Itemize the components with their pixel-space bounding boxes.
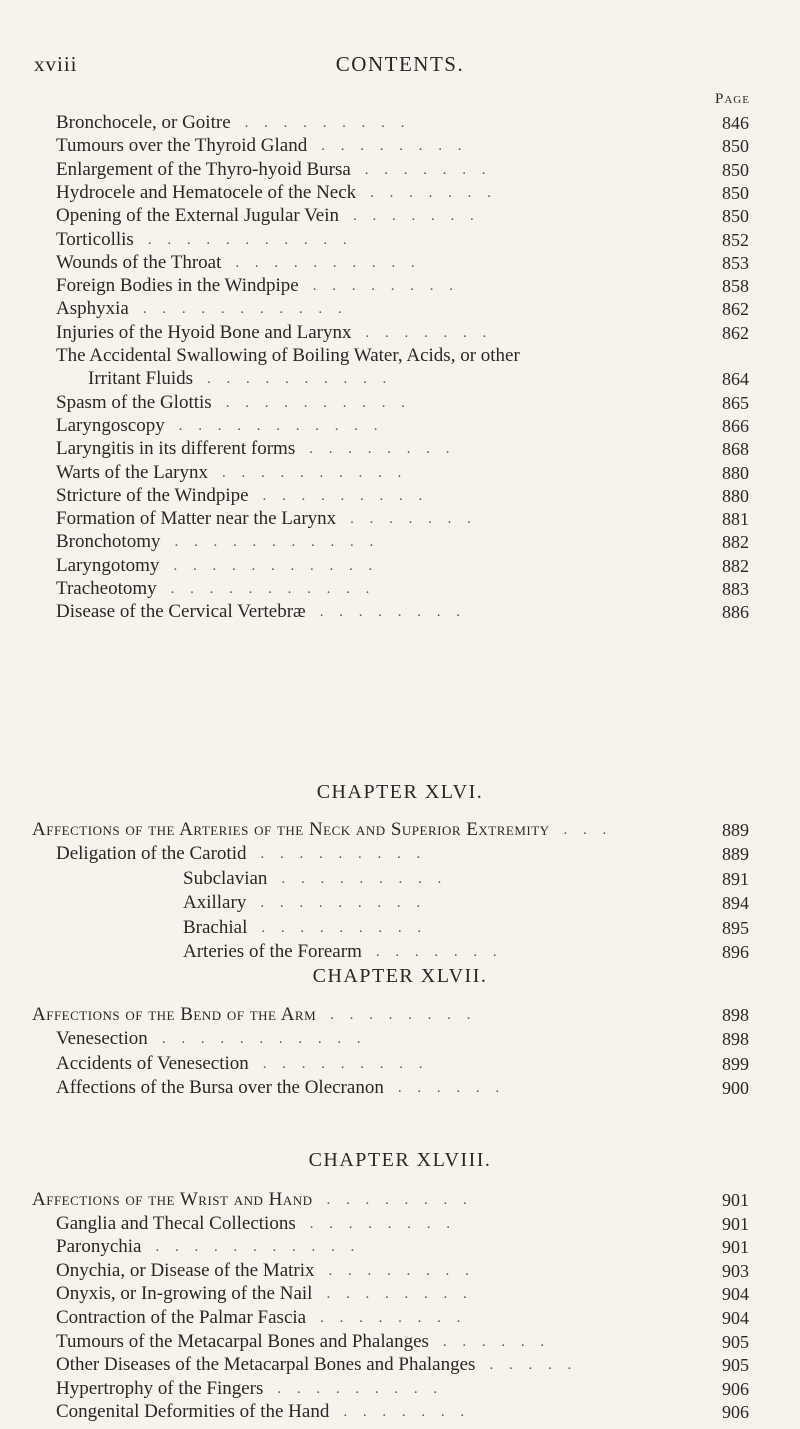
chapter-title-xlvi: CHAPTER XLVI. [316,781,484,803]
leader-dots: . . . . . . . . . [281,870,448,887]
toc-entry-page: 886 [722,602,749,623]
toc-entry-page: 904 [722,1308,749,1328]
leader-dots: . . . . . . . . . . [222,464,408,481]
toc-entry-title: Congenital Deformities of the Hand [56,1401,330,1423]
toc-entry [0,204,800,228]
toc-entry-page: 850 [722,159,749,180]
toc-entry [0,554,800,578]
leader-dots: . . . . . . . . [309,441,456,458]
toc-entry-page: 895 [722,917,749,938]
leader-dots: . . . . . . . . . [262,1055,429,1072]
leader-dots: . . . . . . . . [309,1215,456,1232]
toc-entry-page: 904 [722,1284,749,1305]
toc-entry-title: Affections of the Bursa over the Olecranon [56,1077,384,1099]
toc-entry-page: 883 [722,579,749,599]
leader-dots: . . . . . . . . . . . [174,534,380,551]
toc-entry [0,1235,800,1259]
toc-entry [0,484,800,508]
leader-dots: . . . . . [489,1357,578,1374]
toc-entry-title: Warts of the Larynx [56,461,208,483]
toc-entry-page: 905 [722,1331,749,1352]
toc-entry [0,1188,800,1212]
leader-dots: . . . . . . . . . . [207,371,393,388]
toc-entry [0,111,800,135]
toc-entry-title: Affections of the Wrist and Hand [32,1189,313,1210]
toc-entry-title: Affections of the Arteries of the Neck and Superior Extremity [32,819,550,840]
toc-entry-page: 862 [722,322,749,343]
toc-entry-page: 898 [722,1005,749,1025]
toc-entry-page: 868 [722,439,749,460]
toc-entry-page: 881 [722,509,749,530]
toc-entry-page: 906 [722,1402,749,1423]
toc-entry [0,1259,800,1283]
toc-entry-title: Brachial [183,916,248,938]
toc-entry-page: 900 [722,1078,749,1099]
leader-dots: . . . . . . . [350,511,477,528]
toc-entry-page: 906 [722,1378,749,1399]
leader-dots: . . . . . . . [365,324,493,341]
leader-dots: . . . . . . . . . . . [170,581,376,597]
toc-entry-page: 882 [722,532,749,553]
toc-entry [0,940,800,964]
toc-entry-page: 889 [722,820,749,840]
leader-dots: . . . [563,822,613,838]
toc-entry-title: Bronchocele, or Goitre [56,112,231,133]
toc-entry-page: 896 [722,942,749,962]
toc-entry [0,530,800,554]
toc-entry-page: 866 [722,415,749,436]
leader-dots: . . . . . . [442,1333,551,1350]
page-header [34,52,766,82]
chapter-title-xlviii: CHAPTER XLVIII. [308,1149,492,1171]
leader-dots: . . . . . . . . . . [235,254,421,271]
toc-entry [0,1282,800,1306]
toc-entry [0,367,800,391]
leader-dots: . . . . . . . . [319,604,466,621]
toc-entry-page: 850 [722,136,749,157]
leader-dots: . . . . . . . . . . . [173,557,379,574]
toc-entry [0,600,800,624]
leader-dots: . . . . . . . . . . . [142,301,348,318]
toc-entry [0,1212,800,1236]
toc-entry-title: Arteries of the Forearm [183,941,362,962]
toc-entry [0,321,800,345]
page-folio: xviii [34,52,78,76]
toc-entry [0,577,800,601]
leader-dots: . . . . . . . . . . . [147,231,353,248]
toc-entry-title: Enlargement of the Thyro-hyoid Bursa [56,158,351,180]
toc-entry-title: Tracheotomy [56,578,157,599]
toc-entry-title: The Accidental Swallowing of Boiling Water, Acids, or other [56,345,520,366]
toc-entry-page: 901 [722,1213,749,1234]
toc-entry [0,1003,800,1027]
leader-dots: . . . . . . . . . [277,1380,444,1397]
leader-dots: . . . . . . . . [320,1310,467,1326]
toc-entry [0,1330,800,1354]
leader-dots: . . . . . . . . [328,1262,475,1279]
toc-entry-page: 850 [722,182,749,203]
toc-entry-title: Hypertrophy of the Fingers [56,1377,264,1399]
toc-entry [0,1377,800,1401]
toc-entry [0,867,800,891]
toc-entry-page: 894 [722,893,749,914]
toc-entry-title: Axillary [183,892,247,914]
toc-entry-title: Asphyxia [56,298,129,320]
toc-entry-page: 862 [722,299,749,320]
toc-entry-title: Onychia, or Disease of the Matrix [56,1259,315,1281]
leader-dots: . . . . . . . . [326,1286,473,1303]
leader-dots: . . . . . . . . [326,1192,473,1208]
leader-dots: . . . . . . . [375,944,503,960]
leader-dots: . . . . . . . [364,161,492,178]
toc-entry-title: Hydrocele and Hematocele of the Neck [56,181,357,203]
page-column-label: Page [715,91,750,107]
leader-dots: . . . . . . . . . . [225,394,411,411]
toc-entry-title: Deligation of the Carotid [56,843,247,865]
toc-entry [0,1400,800,1424]
toc-entry-title: Paronychia [56,1236,142,1258]
toc-entry-page: 850 [722,206,749,227]
toc-entry-page: 899 [722,1053,749,1074]
toc-entry [0,916,800,940]
toc-entry [0,891,800,915]
toc-entry [0,274,800,298]
toc-entry [0,818,800,842]
leader-dots: . . . . . . . . [321,138,468,155]
toc-entry-page: 882 [722,555,749,576]
toc-entry-title: Accidents of Venesection [56,1052,249,1074]
toc-entry [0,228,800,252]
toc-entry [0,1052,800,1076]
toc-entry [0,1306,800,1330]
leader-dots: . . . . . . . . . [262,487,429,504]
toc-entry-page: 846 [722,113,749,133]
toc-entry-title: Tumours of the Metacarpal Bones and Phalanges [56,1330,429,1352]
leader-dots: . . . . . . . . . . . [161,1031,367,1048]
toc-entry-title: Laryngitis in its different forms [56,438,296,460]
toc-entry-title: Laryngoscopy [56,414,165,436]
toc-entry [0,134,800,158]
toc-entry-title: Foreign Bodies in the Windpipe [56,275,299,297]
toc-entry-page: 852 [722,229,749,250]
toc-entry [0,158,800,182]
toc-entry-page: 853 [722,252,749,273]
toc-entry-title: Tumours over the Thyroid Gland [56,135,308,157]
chapter-title-xlvii: CHAPTER XLVII. [312,965,488,987]
leader-dots: . . . . . . . . . [261,919,428,936]
toc-entry-title: Stricture of the Windpipe [56,484,249,506]
toc-entry-page: 889 [722,844,749,865]
toc-entry [0,251,800,275]
toc-entry-page: 858 [722,276,749,297]
toc-entry-page: 903 [722,1260,749,1281]
toc-entry [0,842,800,866]
toc-entry-page: 880 [722,485,749,506]
leader-dots: . . . . . . . [353,208,480,225]
toc-entry-title: Contraction of the Palmar Fascia [56,1307,307,1328]
leader-dots: . . . . . . . [370,184,497,201]
toc-entry-page: 864 [722,369,749,390]
toc-entry-title: Laryngotomy [56,554,160,576]
running-head: CONTENTS. [335,52,465,76]
leader-dots: . . . . . . . [343,1404,471,1421]
toc-entry [0,391,800,415]
toc-entry-title: Affections of the Bend of the Arm [32,1004,317,1025]
toc-entry-page: 891 [722,868,749,889]
toc-entry-title: Onyxis, or In-growing of the Nail [56,1283,313,1305]
toc-entry-title: Spasm of the Glottis [56,391,212,413]
toc-entry-title: Bronchotomy [56,531,161,553]
toc-entry [0,414,800,438]
toc-entry-page: 865 [722,392,749,413]
leader-dots: . . . . . . . . . [260,895,427,912]
toc-entry-page: 901 [722,1237,749,1258]
leader-dots: . . . . . . . . . [244,115,411,131]
toc-entry [0,344,800,368]
leader-dots: . . . . . . . . [312,278,459,295]
toc-entry-title: Wounds of the Throat [56,251,222,273]
toc-entry-title: Injuries of the Hyoid Bone and Larynx [56,321,352,343]
toc-entry-title: Opening of the External Jugular Vein [56,205,339,227]
toc-entry [0,1076,800,1100]
toc-entry [0,461,800,485]
toc-entry-title: Subclavian [183,867,268,889]
leader-dots: . . . . . . [397,1080,506,1097]
toc-entry-page: 898 [722,1029,749,1050]
leader-dots: . . . . . . . . . . . [155,1239,361,1256]
toc-entry-title: Venesection [56,1028,148,1050]
leader-dots: . . . . . . . . [330,1007,477,1023]
toc-entry [0,437,800,461]
toc-entry [0,297,800,321]
toc-entry-page: 905 [722,1355,749,1376]
toc-entry-title: Disease of the Cervical Vertebræ [56,601,306,623]
toc-entry-title: Irritant Fluids [88,368,194,390]
toc-entry [0,1027,800,1051]
toc-entry [0,507,800,531]
toc-entry [0,181,800,205]
leader-dots: . . . . . . . . . . . [178,417,384,434]
leader-dots: . . . . . . . . . [260,846,427,863]
toc-entry-page: 880 [722,462,749,483]
toc-entry-title: Formation of Matter near the Larynx [56,508,337,530]
toc-entry-title: Ganglia and Thecal Collections [56,1212,296,1234]
toc-entry-page: 901 [722,1190,749,1210]
toc-entry-title: Torticollis [56,228,134,250]
toc-entry [0,1353,800,1377]
toc-entry-title: Other Diseases of the Metacarpal Bones and Phalanges [56,1354,476,1376]
